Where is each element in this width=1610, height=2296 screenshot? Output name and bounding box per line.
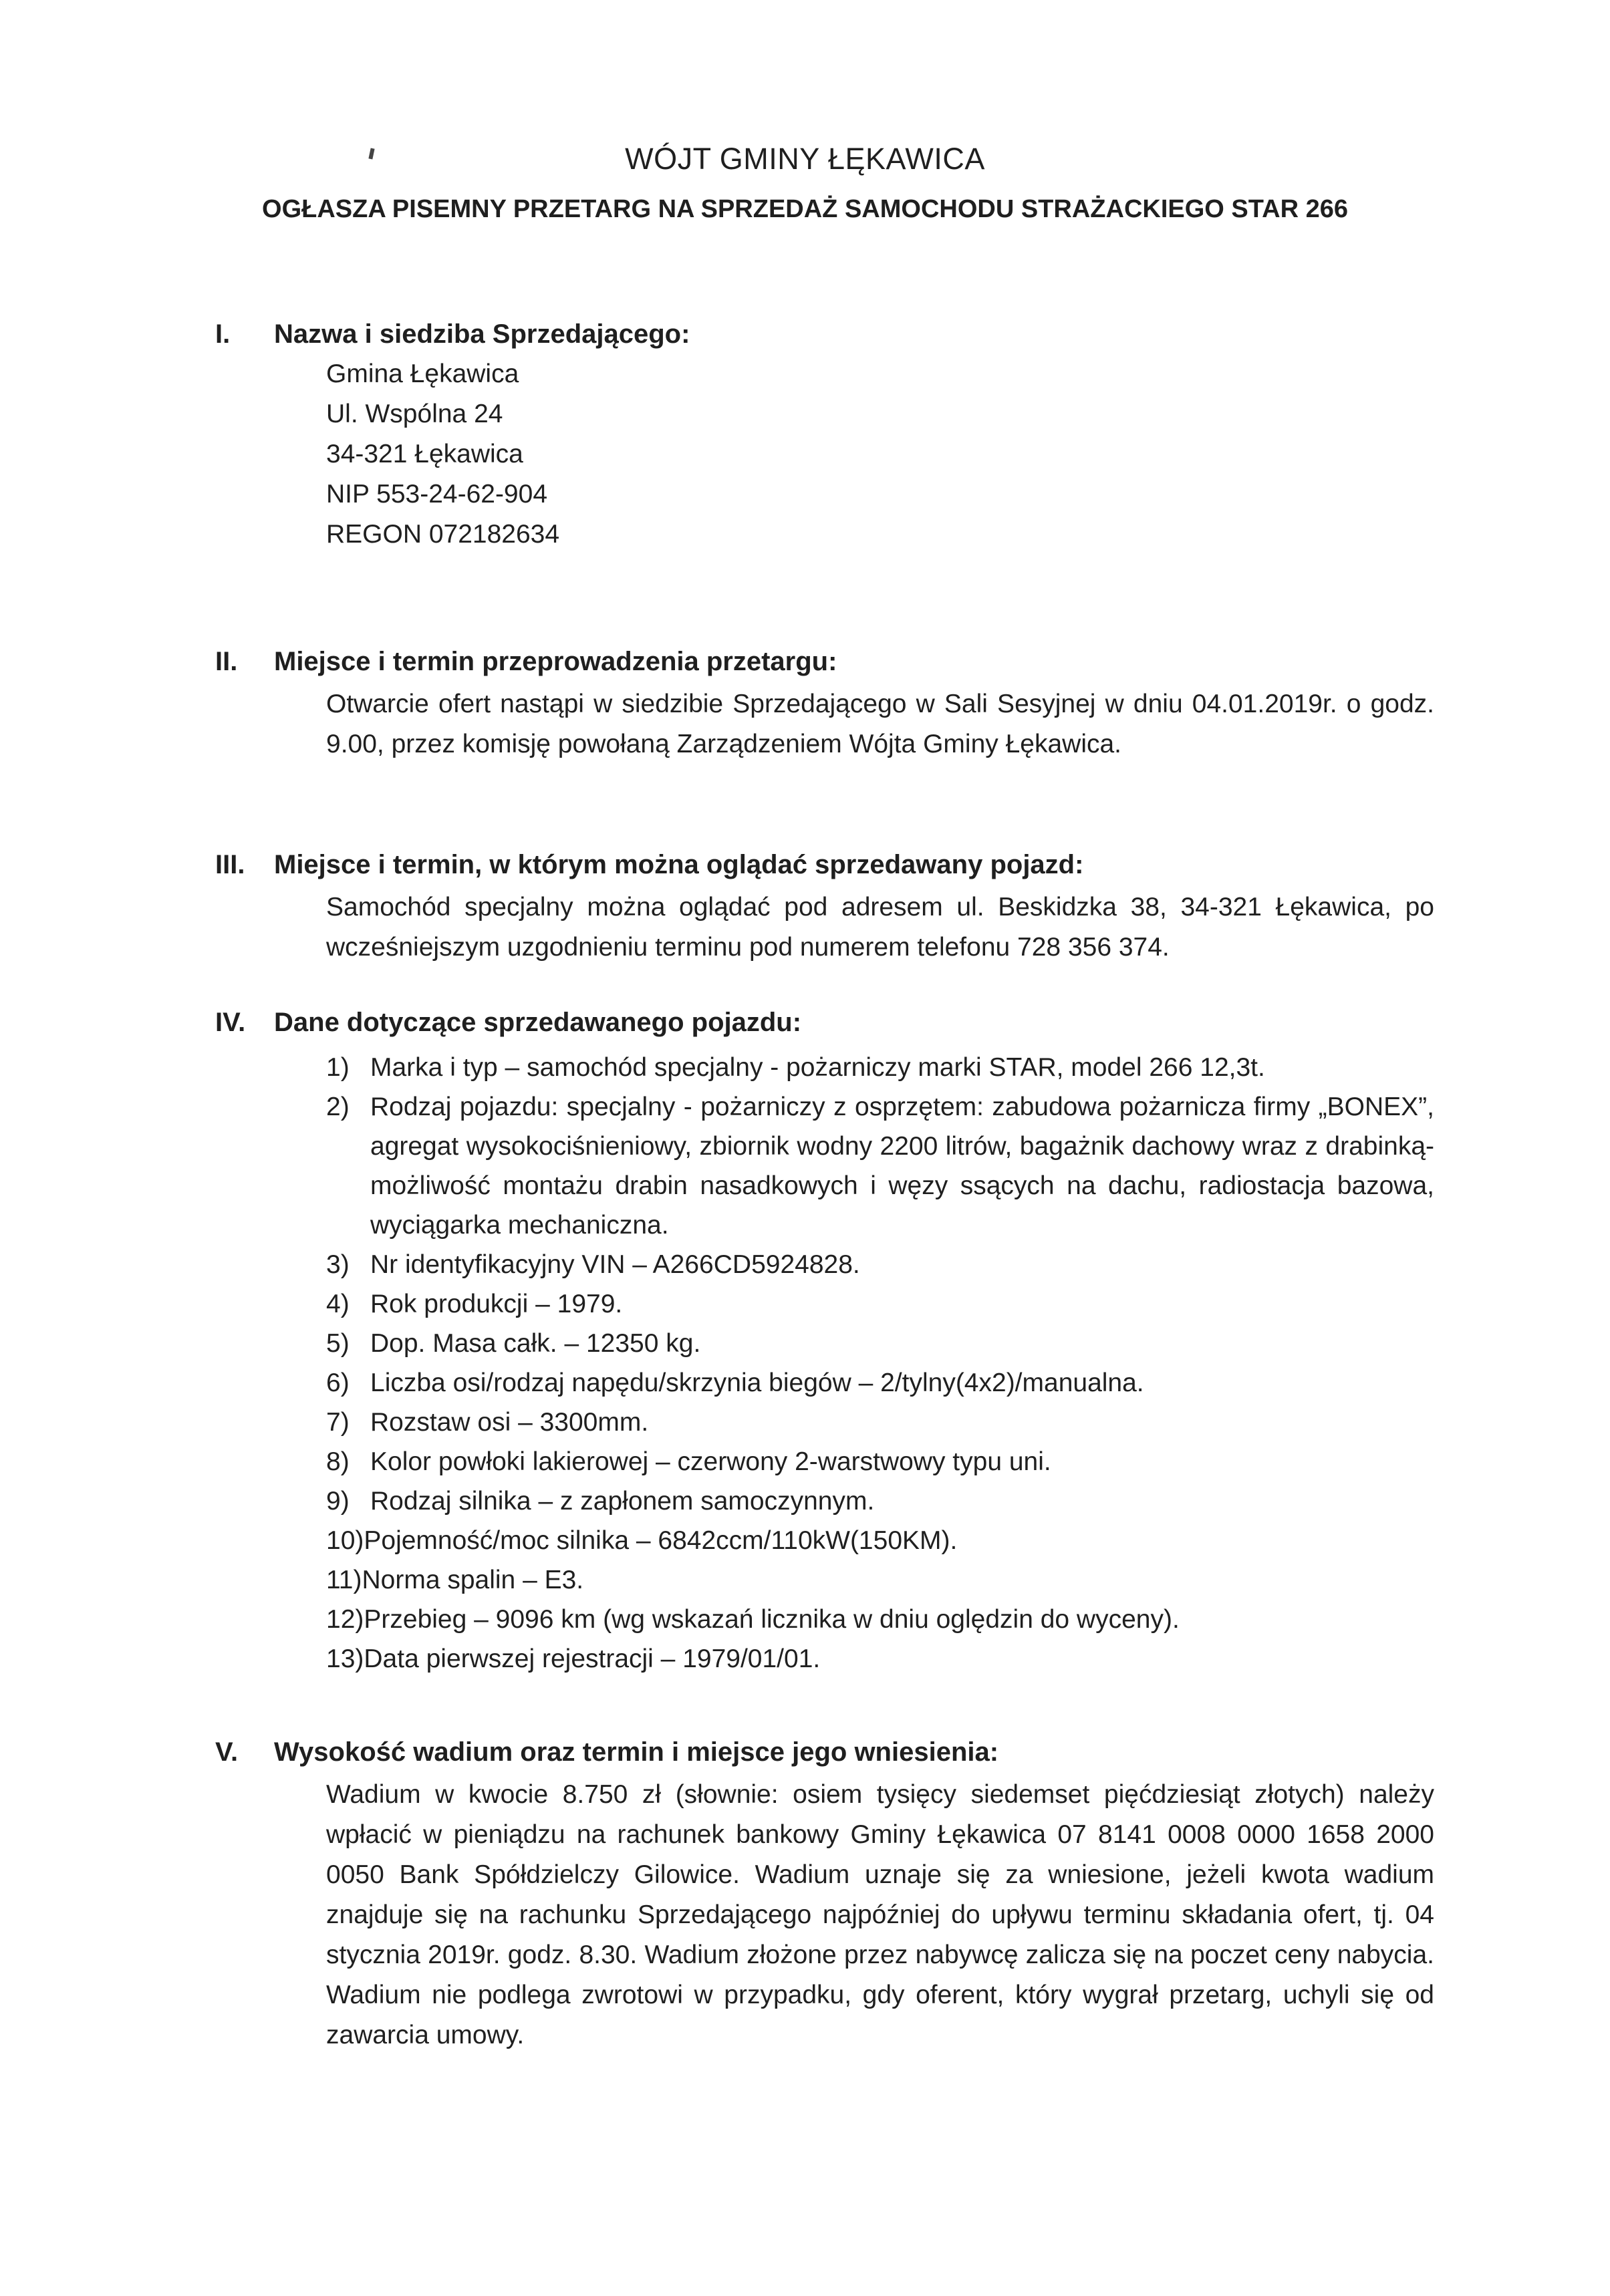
list-item xyxy=(326,1245,1434,1284)
list-item-number: 13) xyxy=(326,1644,364,1673)
list-item-number: 4) xyxy=(326,1290,350,1318)
seller-street: Ul. Wspólna 24 xyxy=(326,400,503,428)
list-item-number: 9) xyxy=(326,1487,350,1516)
section-2-number: II. xyxy=(215,647,238,676)
section-5-title: Wysokość wadium oraz termin i miejsce jego wniesienia: xyxy=(274,1737,999,1767)
list-item-number: 12) xyxy=(326,1605,364,1634)
list-item xyxy=(326,1639,1434,1679)
section-5-text: Wadium w kwocie 8.750 zł (słownie: osiem tysięcy siedemset pięćdziesiąt złotych) należy wpłacić w pieniądzu na rachunek bankowy Gminy Łękawica 07 8141 0008 0000 1658 2000 0050 Bank Spółdzielczy Gilowice. Wadium uznaje się za wniesione, jeżeli kwota wadium znajduje się na rachunku Sprzedającego najpóźniej do upływu terminu składania ofert, tj. 04 stycznia 2019r. godz. 8.30. Wadium złożone przez nabywcę zalicza się na poczet ceny nabycia. Wadium nie podlega zwrotowi w przypadku, gdy oferent, który wygrał przetarg, uchyli się od zawarcia umowy. xyxy=(326,1780,1434,2049)
section-5-heading xyxy=(215,1737,998,1767)
seller-name: Gmina Łękawica xyxy=(326,360,519,388)
list-item-text: Rok produkcji – 1979. xyxy=(370,1290,623,1318)
section-5-number: V. xyxy=(215,1737,239,1767)
section-2-text: Otwarcie ofert nastąpi w siedzibie Sprzedającego w Sali Sesyjnej w dniu 04.01.2019r. o godz. 9.00, przez komisję powołaną Zarządzeniem Wójta Gminy Łękawica. xyxy=(326,690,1434,758)
list-item xyxy=(326,1087,1434,1245)
seller-nip: NIP 553-24-62-904 xyxy=(326,480,548,509)
list-item xyxy=(326,1600,1434,1639)
list-item-text: Rozstaw osi – 3300mm. xyxy=(370,1408,649,1437)
section-4-title: Dane dotyczące sprzedawanego pojazdu: xyxy=(274,1008,802,1037)
section-3-number: III. xyxy=(215,850,245,879)
list-item-number: 5) xyxy=(326,1329,350,1358)
list-item-text: Pojemność/moc silnika – 6842ccm/110kW(150KM). xyxy=(364,1526,958,1555)
seller-regon: REGON 072182634 xyxy=(326,520,560,549)
vehicle-data-list xyxy=(326,1048,1434,1679)
section-2-heading xyxy=(215,647,837,677)
list-item xyxy=(326,1560,1434,1600)
list-item-number: 8) xyxy=(326,1447,350,1476)
section-1-number: I. xyxy=(215,319,231,349)
list-item-number: 3) xyxy=(326,1250,350,1279)
seller-city: 34-321 Łękawica xyxy=(326,440,523,468)
section-3-text: Samochód specjalny można oglądać pod adresem ul. Beskidzka 38, 34-321 Łękawica, po wcześniejszym uzgodnieniu terminu pod numerem telefonu 728 356 374. xyxy=(326,893,1434,962)
list-item-text: Norma spalin – E3. xyxy=(362,1566,584,1594)
list-item-number: 7) xyxy=(326,1408,350,1437)
list-item xyxy=(326,1403,1434,1442)
list-item-text: Marka i typ – samochód specjalny - pożarniczy marki STAR, model 266 12,3t. xyxy=(370,1053,1265,1082)
list-item xyxy=(326,1521,1434,1560)
list-item xyxy=(326,1324,1434,1363)
list-item-text: Rodzaj pojazdu: specjalny - pożarniczy z osprzętem: zabudowa pożarnicza firmy „BONEX”, agregat wysokociśnieniowy, zbiornik wodny 2200 litrów, bagażnik dachowy wraz z drabinką- możliwość montażu drabin nasadkowych i węzy ssących na dachu, radiostacja bazowa, wyciągarka mechaniczna. xyxy=(370,1093,1434,1240)
list-item-text: Kolor powłoki lakierowej – czerwony 2-warstwowy typu uni. xyxy=(370,1447,1051,1476)
list-item-text: Rodzaj silnika – z zapłonem samoczynnym. xyxy=(370,1487,875,1516)
section-2-title: Miejsce i termin przeprowadzenia przetargu: xyxy=(274,647,837,676)
list-item-number: 1) xyxy=(326,1053,350,1082)
section-1-heading xyxy=(215,319,690,349)
list-item xyxy=(326,1363,1434,1403)
list-item-number: 6) xyxy=(326,1369,350,1397)
list-item-text: Data pierwszej rejestracji – 1979/01/01. xyxy=(364,1644,821,1673)
list-item-number: 2) xyxy=(326,1093,350,1121)
document-title: WÓJT GMINY ŁĘKAWICA xyxy=(625,142,985,176)
section-4-number: IV. xyxy=(215,1008,246,1037)
list-item xyxy=(326,1442,1434,1481)
list-item-text: Nr identyfikacyjny VIN – A266CD5924828. xyxy=(370,1250,860,1279)
section-1-title: Nazwa i siedziba Sprzedającego: xyxy=(274,319,690,349)
list-item-text: Dop. Masa całk. – 12350 kg. xyxy=(370,1329,701,1358)
section-3-title: Miejsce i termin, w którym można oglądać sprzedawany pojazd: xyxy=(274,850,1084,879)
list-item xyxy=(326,1481,1434,1521)
list-item-number: 10) xyxy=(326,1526,364,1555)
list-item-text: Liczba osi/rodzaj napędu/skrzynia biegów – 2/tylny(4x2)/manualna. xyxy=(370,1369,1144,1397)
list-item xyxy=(326,1284,1434,1324)
document-subtitle: OGŁASZA PISEMNY PRZETARG NA SPRZEDAŻ SAMOCHODU STRAŻACKIEGO STAR 266 xyxy=(262,195,1348,223)
list-item xyxy=(326,1048,1434,1087)
list-item-number: 11) xyxy=(326,1566,362,1594)
section-3-heading xyxy=(215,850,1083,880)
section-4-heading xyxy=(215,1008,801,1038)
list-item-text: Przebieg – 9096 km (wg wskazań licznika w dniu oględzin do wyceny). xyxy=(364,1605,1180,1634)
